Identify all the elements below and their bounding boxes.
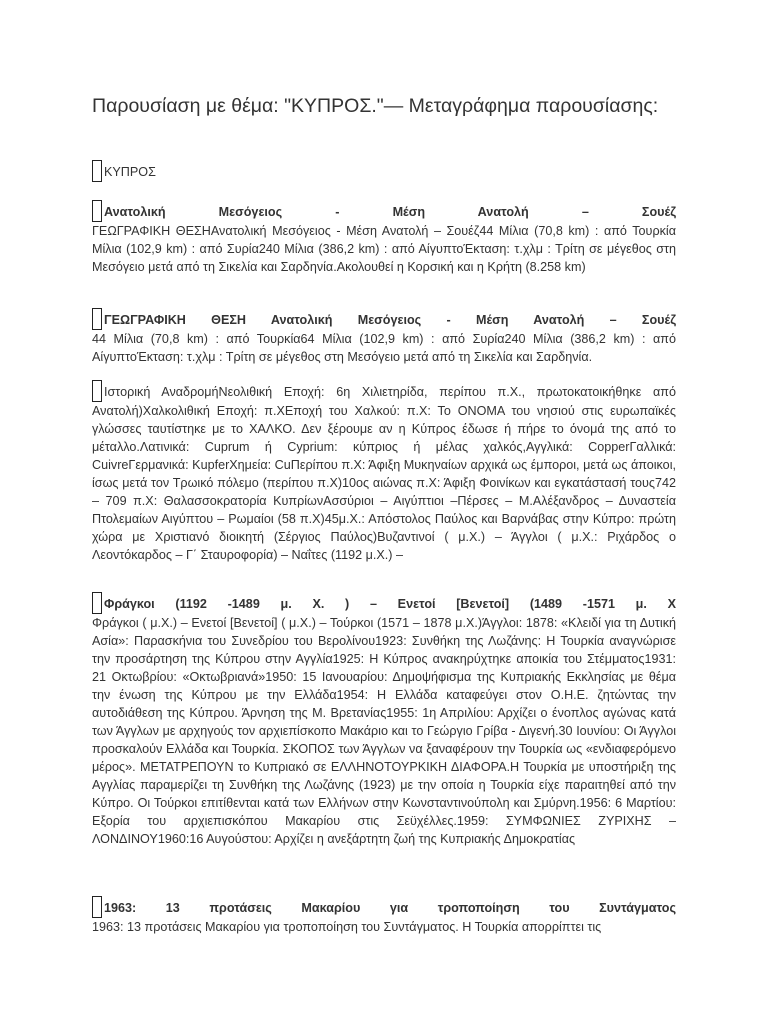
slide-thumbnail-icon[interactable]: [92, 160, 102, 182]
slide-thumbnail-icon[interactable]: [92, 380, 102, 402]
slide-thumbnail-icon[interactable]: [92, 592, 102, 614]
slide-text: 44 Μίλια (70,8 km) : από Τουρκία64 Μίλια (102,9 km) : από Συρία240 Μίλια (386,2 km) : από ΑίγυπτοΈκταση: τ.χλμ : Τρίτη σε μέγεθος στη Μεσόγειο μετά από τη Σικελία και Σαρδηνία.: [92, 332, 676, 364]
slide-4: [92, 380, 676, 564]
slide-heading-text: ΓΕΩΓΡΑΦΙΚΗ ΘΕΣΗ Ανατολική Μεσόγειος - Μέση Ανατολή – Σουέζ: [104, 313, 676, 327]
slide-text: ΚΥΠΡΟΣ: [104, 165, 156, 179]
slide-text: Φράγκοι ( μ.Χ.) – Ενετοί [Βενετοί] ( μ.Χ.) – Τούρκοι (1571 – 1878 μ.Χ.)Άγγλοι: 1878: «Κλειδί για τη Δυτική Ασία»: Παρασκήνια του Συνεδρίου του Βερολίνου1923: Συνθήκη της Λωζάνης: Η Τουρκία αναγνώρισε την προσάρτηση της Κύπρου στην Αγγλία1925: Η Κύπρος ανακηρύχτηκε αποικία του Στέμματος1931: 21 Οκτωβρίου: «Οκτωβριανά»1950: 15 Ιανουαρίου: Δημοψήφισμα της Κυπριακής Εκκλησίας με θέμα την ένωση της Κύπρου με την Ελλάδα1954: Η Ελλάδα καταφεύγει στον Ο.Η.Ε. ζητώντας την αυτοδιάθεση της Κύπρου. Άρνηση της Μ. Βρετανίας1955: 1η Απριλίου: Αρχίζει ο ένοπλος αγώνας κατά των Άγγλων με αρχηγούς τον αρχιεπίσκοπο Μακάριο και το Γεώργιο Γρίβα - Διγενή.30 Ιουνίου: Οι Άγγλοι προσκαλούν Ελλάδα και Τουρκία. ΣΚΟΠΟΣ των Άγγλων να ξαναφέρουν την Τουρκία ως «ενδιαφερόμενο μέρος». ΜΕΤΑΤΡΕΠΟΥΝ το Κυπριακό σε ΕΛΛΗΝΟΤΟΥΡΚΙΚΗ ΔΙΑΦΟΡΑ.Η Τουρκία με υποστήριξη της Αγγλίας παραμερίζει τη Συνθήκη της Λωζάνης (1923) με την οποία η Τουρκία είχε παραιτηθεί από την Κύπρο. Οι Τούρκοι επιτίθενται κατά των Ελλήνων στην Κωνσταντινούπολη και Σμύρνη.1956: 6 Μαρτίου: Εξορία του αρχιεπισκόπου Μακαρίου στις Σεϋχέλλες.1959: ΣΥΜΦΩΝΙΕΣ ΖΥΡΙΧΗΣ – ΛΟΝΔΙΝΟΥ1960:16 Αυγούστου: Αρχίζει η ανεξάρτητη ζωή της Κυπριακής Δημοκρατίας: [92, 616, 676, 846]
slide-thumbnail-icon[interactable]: [92, 200, 102, 222]
slide-heading-text: Φράγκοι (1192 -1489 μ. Χ. ) – Ενετοί [Βενετοί] (1489 -1571 μ. Χ: [104, 597, 676, 611]
page-title: Παρουσίαση με θέμα: "ΚΥΠΡΟΣ."— Μεταγράφημα παρουσίασης:: [92, 95, 659, 117]
slide-2: [92, 200, 676, 276]
slide-heading-text: 1963: 13 προτάσεις Μακαρίου για τροποποίηση του Συντάγματος: [104, 901, 676, 915]
slide-heading: [92, 308, 676, 330]
slide-thumbnail-icon[interactable]: [92, 308, 102, 330]
slide-text: Ιστορική ΑναδρομήΝεολιθική Εποχή: 6η Χιλιετηρίδα, περίπου π.Χ., πρωτοκατοικήθηκε από Ανατολή)Χαλκολιθική Εποχή: π.ΧΕποχή του Χαλκού: π.Χ: Το ΟΝΟΜΑ του νησιού στις ευρωπαϊκές γλώσσες ταυτίστηκε με το ΧΑΛΚΟ. Δεν ξέρουμε αν η Κύπρος έδωσε ή πήρε το όνομά της από το μέταλλο.Λατινικά: Cuprum ή Cyprium: κύπριος ή μέλας χαλκός,Αγγλικά: CopperΓαλλικά: CuivreΓερμανικά: KupferΧημεία: CuΠερίπου π.Χ: Άφιξη Μυκηναίων αρχικά ως έμποροι, μετά ως άποικοι, ίσως μετά τον Τρωικό πόλεμο (περίπου π.Χ)10ος αιώνας π.Χ: Άφιξη Φοινίκων και εγκατάστασή τους742 – 709 π.Χ: Θαλασσοκρατορία ΚυπρίωνΑσσύριοι – Αιγύπτιοι –Πέρσες – Μ.Αλέξανδρος – Δυναστεία Πτολεμαίων Αιγύπτου – Ρωμαίοι (58 π.Χ)45μ.Χ.: Απόστολος Παύλος και Βαρνάβας στην Κύπρο: πρώτη χώρα με Χριστιανό διοικητή (Σέργιος Παύλος)Βυζαντινοί ( μ.Χ.) – Άγγλοι ( μ.Χ.: Ριχάρδος ο Λεοντόκαρδος – Γ΄ Σταυροφορία) – Ναΐτες (1192 μ.Χ.) –: [92, 385, 676, 562]
slide-5: [92, 592, 676, 848]
slide-1: [92, 160, 676, 182]
slide-heading: [92, 592, 676, 614]
slide-3: [92, 308, 676, 366]
slide-heading-text: Ανατολική Μεσόγειος - Μέση Ανατολή – Σουέζ: [104, 205, 676, 219]
slide-thumbnail-icon[interactable]: [92, 896, 102, 918]
slide-text: ΓΕΩΓΡΑΦΙΚΗ ΘΕΣΗΑνατολική Μεσόγειος - Μέση Ανατολή – Σουέζ44 Μίλια (70,8 km) : από Τουρκία Μίλια (102,9 km) : από Συρία240 Μίλια (386,2 km) : από ΑίγυπτοΈκταση: τ.χλμ : Τρίτη σε μέγεθος στη Μεσόγειο μετά από τη Σικελία και Σαρδηνία.Ακολουθεί η Κορσική και η Κρήτη (8.258 km): [92, 224, 676, 274]
slide-heading: [92, 200, 676, 222]
slide-heading: [92, 896, 676, 918]
slide-text: 1963: 13 προτάσεις Μακαρίου για τροποποίηση του Συντάγματος. Η Τουρκία απορρίπτει τις: [92, 920, 602, 934]
slide-6: [92, 896, 676, 936]
